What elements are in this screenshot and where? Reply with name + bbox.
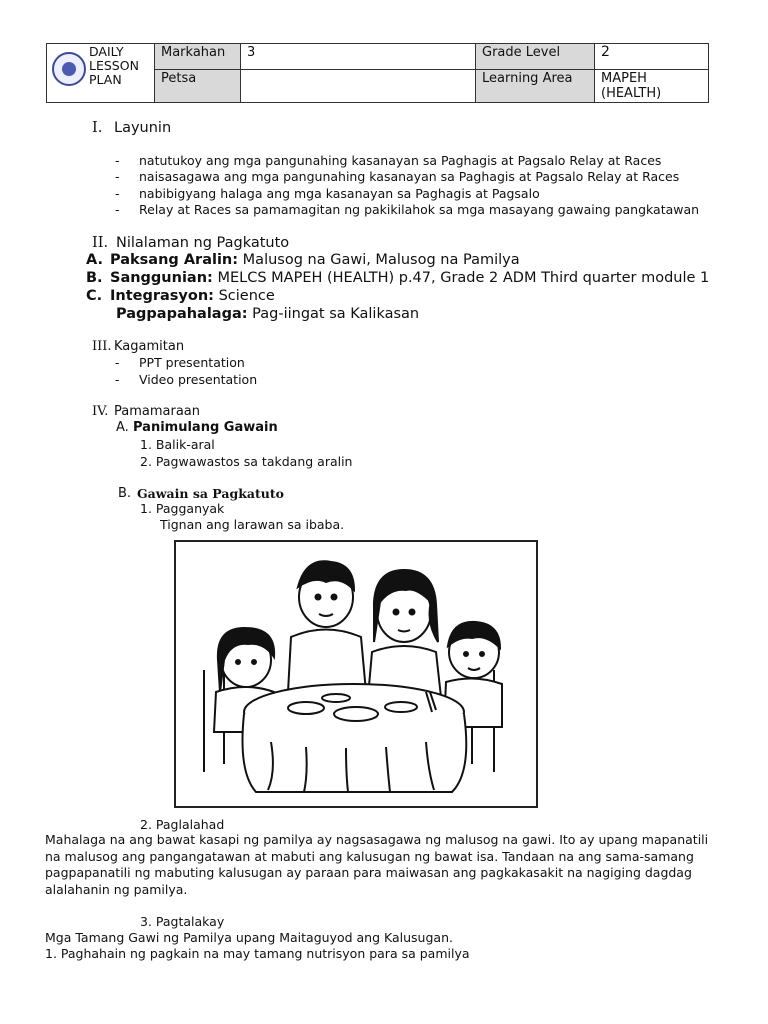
integrasyon-line: Integrasyon: Science: [110, 288, 275, 304]
subsection-a-title: Panimulang Gawain: [133, 420, 278, 435]
paglalahad-item: 2. Paglalahad: [140, 817, 225, 832]
petsa-label: Petsa: [155, 70, 241, 102]
learning-area-value: MAPEH (HEALTH): [601, 71, 662, 101]
objective-item: - natutukoy ang mga pangunahing kasanayan sa Paghagis at Pagsalo Relay at Races: [139, 153, 661, 168]
pagtalakay-list-item: 1. Paghahain ng pagkain na may tamang nutrisyon para sa pamilya: [45, 946, 470, 961]
pagtalakay-item: 3. Pagtalakay: [140, 914, 225, 929]
family-dinner-drawing: [176, 542, 536, 806]
objective-item: - Relay at Races sa pamamagitan ng pakikilahok sa mga masayang gawaing pangkatawan: [139, 202, 699, 217]
section-ii-title: Nilalaman ng Pagkatuto: [116, 235, 290, 251]
material-item: - PPT presentation: [139, 355, 245, 370]
item-a-letter: A.: [86, 252, 103, 268]
family-dinner-illustration: [174, 540, 538, 808]
iva-list-item: 1. Balik-aral: [140, 437, 215, 452]
section-i-title: Layunin: [114, 120, 172, 136]
subsection-a-letter: A.: [116, 420, 129, 435]
item-c-letter: C.: [86, 288, 103, 304]
pagganyak-instruction: Tignan ang larawan sa ibaba.: [160, 517, 345, 532]
dlp-label: DAILY LESSON PLAN: [47, 44, 155, 102]
paglalahad-paragraph: Mahalaga na ang bawat kasapi ng pamilya ay nagsasagawa ng malusog na gawi. Ito ay upang mapanatili na malusog ang pangangatawan at mabuti ang kalusugan ng bawat isa. Tandaan na ang sama-samang pagpapanatili ng mabuting kalusugan ay paraan para maiwasan ang pagkakasakit na nagiging dagdag alalahanin ng pamilya.: [45, 832, 709, 897]
header-table: [46, 43, 709, 103]
learning-area-label: Learning Area: [476, 70, 595, 102]
section-ii-number: II.: [92, 235, 109, 251]
pagganyak-item: 1. Pagganyak: [140, 501, 225, 516]
grade-level-label: Grade Level: [476, 44, 595, 70]
section-iii-title: Kagamitan: [114, 339, 185, 354]
objective-item: - naisasagawa ang mga pangunahing kasanayan sa Paghagis at Pagsalo Relay at Races: [139, 169, 679, 184]
pagpapahalaga-line: Pagpapahalaga: Pag-iingat sa Kalikasan: [116, 306, 420, 322]
section-iii-number: III.: [92, 339, 112, 354]
section-iv-title: Pamamaraan: [114, 404, 200, 419]
subsection-b-title: Gawain sa Pagkatuto: [137, 486, 284, 501]
markahan-value: 3: [241, 44, 476, 70]
pagtalakay-heading: Mga Tamang Gawi ng Pamilya upang Maitaguyod ang Kalusugan.: [45, 930, 453, 945]
markahan-label: Markahan: [155, 44, 241, 70]
section-i-number: I.: [92, 120, 103, 136]
grade-level-value: 2: [595, 44, 708, 70]
subsection-b-letter: B.: [118, 486, 132, 501]
sanggunian-line: Sanggunian: MELCS MAPEH (HEALTH) p.47, Grade 2 ADM Third quarter module 1: [110, 270, 710, 286]
iva-list-item: 2. Pagwawastos sa takdang aralin: [140, 454, 353, 469]
section-iv-number: IV.: [92, 404, 109, 419]
petsa-value: [241, 70, 476, 102]
material-item: - Video presentation: [139, 372, 257, 387]
item-b-letter: B.: [86, 270, 103, 286]
paksang-aralin-line: Paksang Aralin: Malusog na Gawi, Malusog na Pamilya: [110, 252, 520, 268]
objective-item: - nabibigyang halaga ang mga kasanayan sa Paghagis at Pagsalo: [139, 186, 540, 201]
